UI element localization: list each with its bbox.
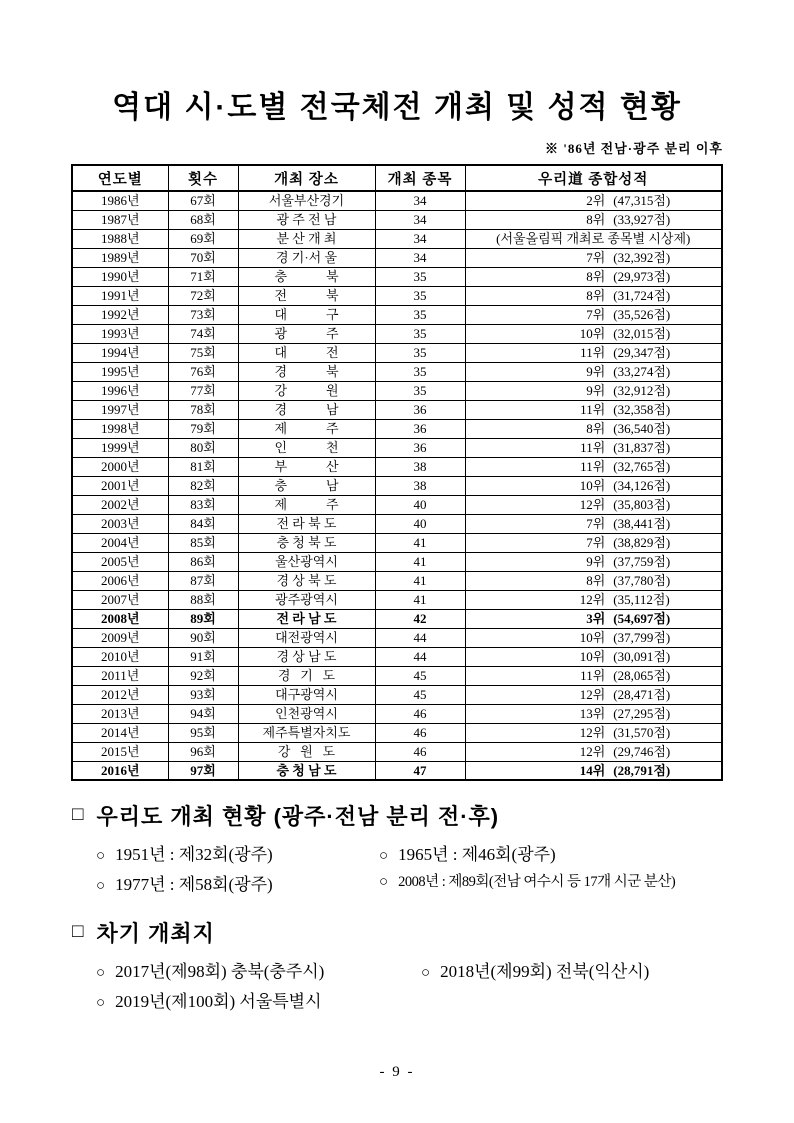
cell-events: 38 — [375, 476, 465, 495]
list-item — [421, 957, 794, 982]
cell-place: 강 원 도 — [238, 742, 375, 761]
rank-value: 10위 — [579, 478, 606, 493]
score-value: (28,065점) — [613, 668, 671, 683]
rank-value: 10위 — [579, 630, 606, 645]
cell-result — [465, 343, 722, 362]
score-value: (35,112점) — [613, 592, 670, 607]
rank-value: 11위 — [580, 668, 606, 683]
score-value: (29,347점) — [613, 345, 671, 360]
cell-round: 75회 — [168, 343, 238, 362]
page-title: 역대 시·도별 전국체전 개최 및 성적 현황 — [112, 91, 682, 124]
rank-value: 9위 — [586, 554, 606, 569]
cell-result: (서울올림픽 개최로 종목별 시상제) — [465, 229, 722, 248]
cell-events: 34 — [375, 210, 465, 229]
table-row — [72, 324, 722, 343]
cell-events: 34 — [375, 248, 465, 267]
table-row — [72, 552, 722, 571]
table-row — [72, 647, 722, 666]
section-hosting-heading-text: 우리도 개최 현황 (광주·전남 분리 전·후) — [96, 804, 500, 829]
table-row — [72, 210, 722, 229]
cell-place: 광 주 — [238, 324, 375, 343]
cell-events: 35 — [375, 362, 465, 381]
cell-round: 71회 — [168, 267, 238, 286]
cell-year: 2016년 — [72, 761, 168, 780]
cell-round: 80회 — [168, 438, 238, 457]
score-value: (47,315점) — [613, 193, 671, 209]
cell-year: 1987년 — [72, 210, 168, 229]
cell-year: 2002년 — [72, 495, 168, 514]
cell-round: 85회 — [168, 533, 238, 552]
table-row — [72, 286, 722, 305]
list-item-text: 1951년 : 제32회(광주) — [115, 845, 273, 864]
table-row — [72, 419, 722, 438]
table-row — [72, 514, 722, 533]
list-item-text: 1965년 : 제46회(광주) — [398, 845, 556, 864]
cell-events: 41 — [375, 533, 465, 552]
cell-year: 2006년 — [72, 571, 168, 590]
rank-value: 9위 — [586, 364, 606, 379]
cell-result — [465, 210, 722, 229]
table-row — [72, 685, 722, 704]
cell-events: 38 — [375, 457, 465, 476]
table-row — [72, 191, 722, 210]
score-value: (33,274점) — [613, 364, 671, 379]
list-item — [96, 957, 421, 982]
score-value: (32,912점) — [613, 383, 671, 398]
table-row — [72, 742, 722, 761]
header-place: 개최 장소 — [238, 165, 375, 191]
cell-result — [465, 533, 722, 552]
rank-value: 8위 — [586, 421, 606, 436]
cell-round: 69회 — [168, 229, 238, 248]
cell-events: 34 — [375, 191, 465, 210]
cell-year: 1996년 — [72, 381, 168, 400]
cell-result — [465, 647, 722, 666]
cell-round: 83회 — [168, 495, 238, 514]
cell-result — [465, 419, 722, 438]
list-item — [379, 840, 794, 865]
cell-year: 1997년 — [72, 400, 168, 419]
cell-result — [465, 191, 722, 210]
rank-value: 12위 — [579, 725, 606, 740]
cell-place: 경 남 — [238, 400, 375, 419]
cell-place: 충 청 북 도 — [238, 533, 375, 552]
table-row — [72, 723, 722, 742]
cell-year: 1993년 — [72, 324, 168, 343]
cell-place: 전 라 남 도 — [238, 609, 375, 628]
list-item-text: 1977년 : 제58회(광주) — [115, 875, 273, 894]
cell-place: 인천광역시 — [238, 704, 375, 723]
rank-value: 8위 — [586, 212, 606, 227]
section-next-heading — [72, 917, 794, 948]
cell-year: 2013년 — [72, 704, 168, 723]
cell-round: 90회 — [168, 628, 238, 647]
rank-value: 11위 — [580, 440, 606, 455]
cell-place: 분 산 개 최 — [238, 229, 375, 248]
table-row — [72, 229, 722, 248]
cell-place: 부 산 — [238, 457, 375, 476]
cell-events: 47 — [375, 761, 465, 780]
cell-round: 82회 — [168, 476, 238, 495]
rank-value: 7위 — [586, 307, 606, 322]
cell-result — [465, 704, 722, 723]
cell-round: 95회 — [168, 723, 238, 742]
score-value: (32,392점) — [613, 250, 671, 265]
cell-result — [465, 628, 722, 647]
cell-round: 94회 — [168, 704, 238, 723]
score-value: (32,765점) — [613, 459, 671, 474]
rank-value: 9위 — [586, 383, 606, 398]
rank-value: 7위 — [586, 250, 606, 265]
cell-round: 77회 — [168, 381, 238, 400]
score-value: (35,803점) — [613, 497, 671, 512]
cell-events: 35 — [375, 267, 465, 286]
score-value: (38,829점) — [613, 535, 671, 550]
cell-place: 강 원 — [238, 381, 375, 400]
list-item — [379, 870, 794, 895]
cell-events: 45 — [375, 666, 465, 685]
cell-result — [465, 590, 722, 609]
header-year: 연도별 — [72, 165, 168, 191]
results-table — [71, 164, 723, 781]
cell-round: 89회 — [168, 609, 238, 628]
header-round: 횟수 — [168, 165, 238, 191]
cell-place: 경 상 남 도 — [238, 647, 375, 666]
list-item-text: 2017년(제98회) 충북(충주시) — [115, 962, 325, 981]
score-value: (33,927점) — [613, 212, 671, 227]
cell-place: 충 남 — [238, 476, 375, 495]
cell-year: 1989년 — [72, 248, 168, 267]
score-value: (37,780점) — [613, 573, 671, 588]
cell-round: 72회 — [168, 286, 238, 305]
cell-year: 1988년 — [72, 229, 168, 248]
cell-year: 1991년 — [72, 286, 168, 305]
cell-place: 경 기·서 울 — [238, 248, 375, 267]
cell-place: 대 전 — [238, 343, 375, 362]
rank-value: 3위 — [586, 611, 606, 626]
cell-events: 35 — [375, 381, 465, 400]
cell-year: 2014년 — [72, 723, 168, 742]
table-header-row — [72, 165, 722, 191]
cell-year: 2011년 — [72, 666, 168, 685]
cell-place: 인 천 — [238, 438, 375, 457]
cell-place: 대전광역시 — [238, 628, 375, 647]
score-value: (36,540점) — [613, 421, 671, 436]
cell-events: 46 — [375, 723, 465, 742]
square-bullet-icon: □ — [72, 920, 85, 942]
rank-value: 8위 — [586, 269, 606, 284]
cell-round: 87회 — [168, 571, 238, 590]
cell-result — [465, 666, 722, 685]
section-next-heading-text: 차기 개최지 — [96, 921, 215, 946]
cell-year: 1999년 — [72, 438, 168, 457]
cell-round: 84회 — [168, 514, 238, 533]
rank-value: 10위 — [579, 326, 606, 341]
cell-year: 2012년 — [72, 685, 168, 704]
cell-round: 86회 — [168, 552, 238, 571]
cell-place: 제 주 — [238, 419, 375, 438]
cell-events: 46 — [375, 742, 465, 761]
header-result: 우리道 종합성적 — [465, 165, 722, 191]
cell-place: 광주광역시 — [238, 590, 375, 609]
cell-year: 2003년 — [72, 514, 168, 533]
cell-round: 91회 — [168, 647, 238, 666]
score-value: (27,295점) — [613, 706, 671, 721]
cell-events: 35 — [375, 324, 465, 343]
cell-year: 2001년 — [72, 476, 168, 495]
circle-bullet-icon: ○ — [421, 965, 431, 981]
table-row — [72, 400, 722, 419]
rank-value: 7위 — [586, 535, 606, 550]
cell-result — [465, 571, 722, 590]
cell-year: 1994년 — [72, 343, 168, 362]
table-row — [72, 438, 722, 457]
circle-bullet-icon: ○ — [379, 848, 389, 864]
table-row — [72, 761, 722, 780]
section-next-hosts — [72, 917, 794, 1012]
cell-year: 2000년 — [72, 457, 168, 476]
circle-bullet-icon: ○ — [96, 848, 106, 864]
cell-events: 41 — [375, 571, 465, 590]
cell-year: 1990년 — [72, 267, 168, 286]
cell-result — [465, 495, 722, 514]
header-events: 개최 종목 — [375, 165, 465, 191]
cell-round: 73회 — [168, 305, 238, 324]
list-item-text: 2008년 : 제89회(전남 여수시 등 17개 시군 분산) — [398, 874, 676, 890]
cell-result — [465, 685, 722, 704]
table-row — [72, 571, 722, 590]
cell-result — [465, 286, 722, 305]
cell-round: 81회 — [168, 457, 238, 476]
score-value: (31,570점) — [613, 725, 671, 740]
score-value: (29,973점) — [613, 269, 671, 284]
cell-round: 76회 — [168, 362, 238, 381]
rank-value: 12위 — [579, 592, 606, 607]
cell-year: 2004년 — [72, 533, 168, 552]
rank-value: 11위 — [580, 345, 606, 360]
score-value: (28,791점) — [613, 762, 671, 778]
table-row — [72, 267, 722, 286]
cell-events: 36 — [375, 438, 465, 457]
score-value: (37,759점) — [613, 554, 671, 569]
rank-value: 11위 — [580, 459, 606, 474]
cell-place: 대구광역시 — [238, 685, 375, 704]
cell-year: 2005년 — [72, 552, 168, 571]
cell-events: 35 — [375, 286, 465, 305]
score-value: (54,697점) — [613, 611, 671, 626]
cell-round: 97회 — [168, 761, 238, 780]
cell-result — [465, 742, 722, 761]
table-row — [72, 476, 722, 495]
cell-result — [465, 476, 722, 495]
table-row — [72, 362, 722, 381]
table-row — [72, 343, 722, 362]
cell-result — [465, 723, 722, 742]
list-item — [96, 870, 379, 895]
cell-events: 40 — [375, 514, 465, 533]
table-row — [72, 305, 722, 324]
circle-bullet-icon: ○ — [96, 995, 106, 1011]
table-row — [72, 666, 722, 685]
cell-result — [465, 552, 722, 571]
cell-result — [465, 761, 722, 780]
cell-round: 78회 — [168, 400, 238, 419]
cell-place: 제주특별자치도 — [238, 723, 375, 742]
circle-bullet-icon: ○ — [96, 965, 106, 981]
cell-result — [465, 438, 722, 457]
rank-value: 12위 — [579, 744, 606, 759]
table-note: ※ '86년 전남·광주 분리 이후 — [545, 141, 723, 156]
rank-value: 12위 — [579, 687, 606, 702]
score-value: (28,471점) — [613, 687, 671, 702]
cell-round: 92회 — [168, 666, 238, 685]
cell-year: 1992년 — [72, 305, 168, 324]
cell-result — [465, 248, 722, 267]
table-row — [72, 248, 722, 267]
cell-events: 44 — [375, 628, 465, 647]
cell-place: 서울부산경기 — [238, 191, 375, 210]
cell-events: 34 — [375, 229, 465, 248]
cell-round: 70회 — [168, 248, 238, 267]
cell-place: 전 북 — [238, 286, 375, 305]
cell-year: 2015년 — [72, 742, 168, 761]
score-value: (29,746점) — [613, 744, 671, 759]
cell-place: 경 북 — [238, 362, 375, 381]
cell-place: 대 구 — [238, 305, 375, 324]
cell-events: 35 — [375, 343, 465, 362]
cell-place: 제 주 — [238, 495, 375, 514]
score-value: (30,091점) — [613, 649, 671, 664]
score-value: (38,441점) — [613, 516, 671, 531]
page-number: - 9 - — [379, 1064, 415, 1080]
cell-events: 45 — [375, 685, 465, 704]
cell-events: 35 — [375, 305, 465, 324]
cell-result — [465, 514, 722, 533]
cell-round: 67회 — [168, 191, 238, 210]
cell-place: 충 북 — [238, 267, 375, 286]
score-value: (37,799점) — [613, 630, 671, 645]
cell-events: 41 — [375, 552, 465, 571]
table-row — [72, 609, 722, 628]
cell-events: 42 — [375, 609, 465, 628]
score-value: (32,015점) — [613, 326, 671, 341]
cell-round: 93회 — [168, 685, 238, 704]
list-item — [96, 840, 379, 865]
square-bullet-icon: □ — [72, 803, 85, 825]
cell-year: 2007년 — [72, 590, 168, 609]
cell-result — [465, 381, 722, 400]
cell-year: 1986년 — [72, 191, 168, 210]
cell-result — [465, 400, 722, 419]
table-row — [72, 533, 722, 552]
rank-value: 2위 — [586, 193, 606, 209]
list-item-text: 2019년(제100회) 서울특별시 — [115, 992, 322, 1011]
cell-place: 광 주 전 남 — [238, 210, 375, 229]
cell-round: 79회 — [168, 419, 238, 438]
circle-bullet-icon: ○ — [379, 874, 389, 890]
cell-year: 1998년 — [72, 419, 168, 438]
cell-events: 41 — [375, 590, 465, 609]
table-row — [72, 457, 722, 476]
rank-value: 8위 — [586, 288, 606, 303]
cell-year: 2009년 — [72, 628, 168, 647]
table-row — [72, 704, 722, 723]
table-row — [72, 590, 722, 609]
cell-result — [465, 362, 722, 381]
cell-round: 88회 — [168, 590, 238, 609]
cell-place: 전 라 북 도 — [238, 514, 375, 533]
list-item-text: 2018년(제99회) 전북(익산시) — [440, 962, 650, 981]
table-row — [72, 495, 722, 514]
cell-place: 충 청 남 도 — [238, 761, 375, 780]
cell-result — [465, 457, 722, 476]
cell-result — [465, 609, 722, 628]
rank-value: 14위 — [579, 762, 606, 778]
section-hosting-heading — [72, 800, 794, 831]
cell-round: 68회 — [168, 210, 238, 229]
score-value: (31,724점) — [613, 288, 671, 303]
list-item — [96, 987, 421, 1012]
score-value: (35,526점) — [613, 307, 671, 322]
score-value: (32,358점) — [613, 402, 671, 417]
table-row — [72, 381, 722, 400]
cell-events: 36 — [375, 419, 465, 438]
cell-year: 2010년 — [72, 647, 168, 666]
rank-value: 11위 — [580, 402, 606, 417]
cell-year: 2008년 — [72, 609, 168, 628]
cell-events: 40 — [375, 495, 465, 514]
rank-value: 13위 — [579, 706, 606, 721]
rank-value: 7위 — [586, 516, 606, 531]
rank-value: 10위 — [579, 649, 606, 664]
score-value: (31,837점) — [613, 440, 671, 455]
next-hosts-list — [96, 957, 794, 1012]
cell-result — [465, 305, 722, 324]
table-row — [72, 628, 722, 647]
cell-year: 1995년 — [72, 362, 168, 381]
rank-value: 12위 — [579, 497, 606, 512]
rank-value: 8위 — [586, 573, 606, 588]
hosting-history-list — [96, 840, 794, 895]
score-value: (34,126점) — [613, 478, 671, 493]
cell-round: 96회 — [168, 742, 238, 761]
cell-result — [465, 324, 722, 343]
cell-place: 울산광역시 — [238, 552, 375, 571]
cell-events: 46 — [375, 704, 465, 723]
cell-round: 74회 — [168, 324, 238, 343]
circle-bullet-icon: ○ — [96, 878, 106, 894]
cell-events: 44 — [375, 647, 465, 666]
section-hosting-history — [72, 800, 794, 895]
cell-result — [465, 267, 722, 286]
cell-place: 경 상 북 도 — [238, 571, 375, 590]
cell-events: 36 — [375, 400, 465, 419]
cell-place: 경 기 도 — [238, 666, 375, 685]
